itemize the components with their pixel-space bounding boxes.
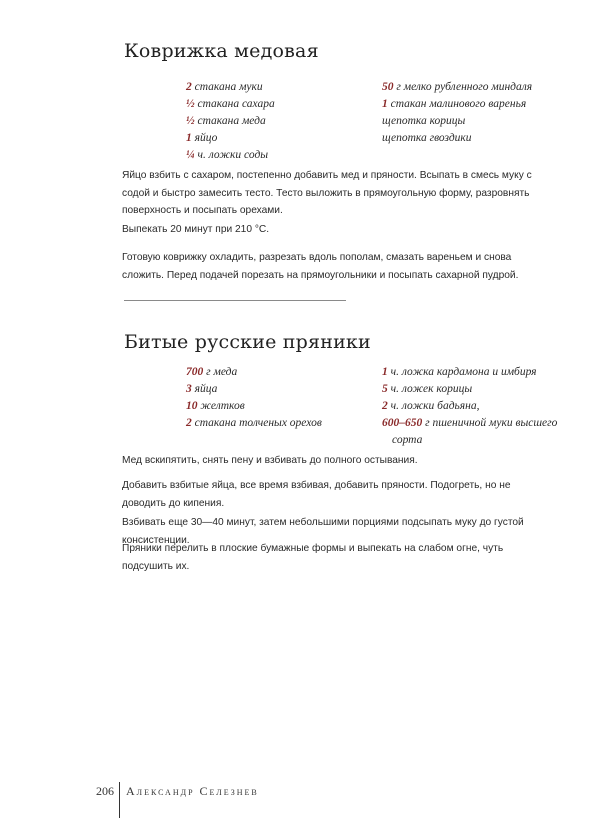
ingredient-item: щепотка гвоздики <box>382 132 472 144</box>
ingredient-item: 2 ч. ложки бадьяна, <box>382 400 480 412</box>
instruction-paragraph: Взбивать еще 30—40 минут, затем небольшими порциями подсыпать муку до густой консистенции. <box>122 517 524 546</box>
ingredient-list-left <box>186 364 322 432</box>
instruction-paragraph: Выпекать 20 минут при 210 °С. <box>122 224 270 235</box>
instruction-paragraph: Яйцо взбить с сахаром, постепенно добавить мед и пряности. Всыпать в смесь муку с содой и быстро замесить тесто. Тесто выложить в прямоугольную форму, разровнять поверхность и посыпать орехами. <box>122 170 532 216</box>
ingredient-list-left <box>186 79 275 164</box>
ingredient-list-right <box>382 364 557 449</box>
ingredient-item-continuation: сорта <box>392 434 423 446</box>
recipe-title: Битые русские пряники <box>124 331 371 353</box>
ingredient-list-right <box>382 79 532 147</box>
author-name: Александр Селезнев <box>126 783 259 798</box>
instruction-paragraph: Мед вскипятить, снять пену и взбивать до полного остывания. <box>122 455 418 466</box>
page-footer <box>96 764 259 818</box>
instruction-paragraph: Добавить взбитые яйца, все время взбивая, добавить пряности. Подогреть, но не доводить до кипения. <box>122 480 511 509</box>
ingredient-item: ½ стакана сахара <box>186 98 275 110</box>
ingredient-item: ¼ ч. ложки соды <box>186 149 269 161</box>
ingredient-item: щепотка корицы <box>382 115 466 127</box>
ingredient-item: 1 ч. ложка кардамона и имбиря <box>382 366 537 378</box>
instruction-paragraph: Готовую коврижку охладить, разрезать вдоль пополам, смазать вареньем и снова сложить. Перед подачей порезать на прямоугольники и посыпать сахарной пудрой. <box>122 252 519 281</box>
ingredient-item: 3 яйца <box>186 383 218 395</box>
ingredient-item: 1 стакан малинового варенья <box>382 98 527 110</box>
ingredient-item: 600–650 г пшеничной муки высшего <box>382 417 558 429</box>
ingredient-item: 700 г меда <box>186 366 238 378</box>
ingredient-item: 2 стакана толченых орехов <box>186 417 322 429</box>
page-number: 206 <box>96 783 114 798</box>
footer-divider <box>119 782 120 818</box>
ingredient-item: ½ стакана меда <box>186 115 266 127</box>
instruction-paragraph: Пряники перелить в плоские бумажные формы и выпекать на слабом огне, чуть подсушить их. <box>122 543 504 572</box>
ingredient-item: 50 г мелко рубленного миндаля <box>382 81 533 93</box>
recipe-title: Коврижка медовая <box>124 40 319 62</box>
section-divider <box>124 300 346 301</box>
ingredient-item: 10 желтков <box>186 400 245 412</box>
ingredient-item: 1 яйцо <box>186 132 218 144</box>
ingredient-item: 5 ч. ложек корицы <box>382 383 473 395</box>
ingredient-item: 2 стакана муки <box>186 81 263 93</box>
